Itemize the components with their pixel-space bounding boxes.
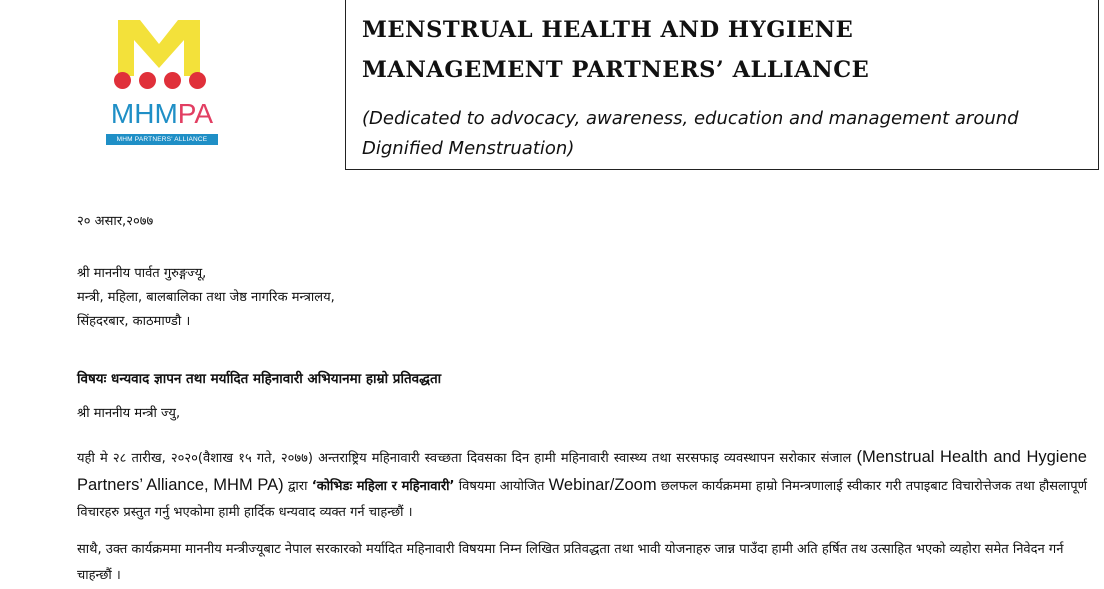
letterhead-box (345, 0, 1099, 170)
paragraph-1-text: विषयमा आयोजित (454, 479, 549, 494)
letter-subject: विषयः धन्यवाद ज्ञापन तथा मर्यादित महिनावारी अभियानमा हाम्रो प्रतिवद्धता (77, 371, 442, 387)
paragraph-1-text: द्वारा (283, 479, 308, 494)
mhmpa-logo (98, 18, 226, 154)
logo-dots (114, 68, 206, 92)
logo-dot (189, 72, 206, 89)
logo-area (0, 0, 345, 185)
webinar-title: ‘कोभिडः महिला र महिनावारी’ (311, 479, 455, 494)
address-line: सिंहदरबार, काठमाण्डौ । (77, 314, 191, 329)
logo-wordmark-pa: PA (177, 98, 214, 129)
logo-dot (114, 72, 131, 89)
logo-wordmark-mhm: MHM (110, 98, 178, 129)
organization-subtitle: (Dedicated to advocacy, awareness, education and management around Dignified Menstruation) (362, 108, 1019, 159)
address-line: श्री माननीय पार्वत गुरुङ्गज्यू, (77, 266, 207, 281)
alliance-name: (Menstrual Health and Hygiene Partners’ Alliance, MHM PA) (77, 448, 1087, 494)
recipient-address (77, 262, 1087, 334)
organization-title: MENSTRUAL HEALTH AND HYGIENE MANAGEMENT PARTNERS’ ALLIANCE (362, 17, 870, 83)
salutation: श्री माननीय मन्त्री ज्यु, (77, 406, 181, 421)
address-line: मन्त्री, महिला, बालबालिका तथा जेष्ठ नागरिक मन्त्रालय, (77, 290, 335, 305)
logo-dot (139, 72, 156, 89)
paragraph-1-text: छलफल कार्यक्रममा हाम्रो निमन्त्रणालाई स्वीकार गरी तपाइबाट विचारोत्तेजक तथा हौसलापूर्ण विचारहरु प्रस्तुत गर्नु भएकोमा हामी हार्दिक धन्यवाद व्यक्त गर्न चाहन्छौं । (77, 479, 1088, 520)
letter-body (77, 212, 1087, 589)
letter-date: २० असार,२०७७ (77, 214, 154, 229)
paragraph-2: साथै, उक्त कार्यक्रममा माननीय मन्त्रीज्यूबाट नेपाल सरकारको मर्यादित महिनावारी विषयमा निम्न लिखित प्रतिवद्धता तथा भावी योजनाहरु जान्न पाउँदा हामी अति हर्षित तथ उत्साहित भएको व्यहोरा समेत निवेदन गर्न चाहन्छौं । (77, 542, 1064, 583)
webinar-platform: Webinar/Zoom (548, 476, 657, 494)
paragraph-1 (77, 444, 1087, 526)
logo-tagline: MHM PARTNERS' ALLIANCE NEPAL (106, 134, 218, 145)
logo-dot (164, 72, 181, 89)
paragraph-1-text: यही मे २८ तारीख, २०२०(वैशाख १५ गते, २०७७) अन्तराष्ट्रिय महिनावारी स्वच्छता दिवसका दिन हामी महिनावारी स्वास्थ्य तथा सरसफाइ व्यवस्थापन सरोकार संजाल (77, 451, 852, 466)
logo-wordmark (98, 98, 226, 130)
